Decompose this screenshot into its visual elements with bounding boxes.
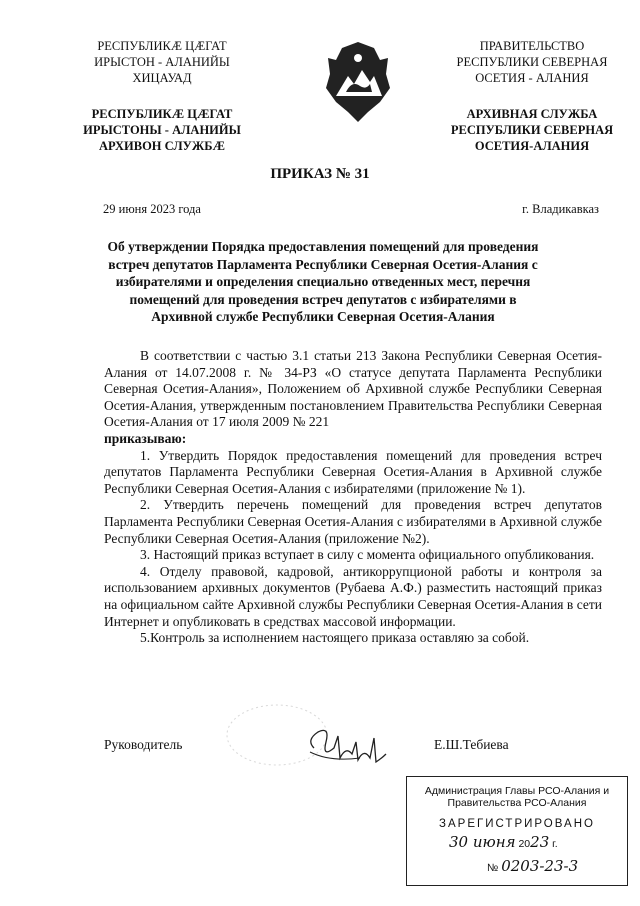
header-left-bold-line: ИРЫСТОНЫ - АЛАНИЙЫ bbox=[83, 123, 241, 137]
stamp-date: 30 июня bbox=[449, 833, 516, 851]
order-item: 3. Настоящий приказ вступает в силу с момента официального опубликования. bbox=[140, 547, 595, 563]
stamp-date-row bbox=[449, 833, 558, 851]
stamp-number: 0203-23-3 bbox=[501, 857, 579, 875]
heading-line: встреч депутатов Парламента Республики Северная Осетия-Алания с bbox=[108, 256, 538, 272]
stamp-title: ЗАРЕГИСТРИРОВАНО bbox=[439, 818, 595, 830]
header-left-line: РЕСПУБЛИКӔ ЦӔГАТ bbox=[97, 39, 227, 53]
stamp-line: Администрация Главы РСО-Алания и bbox=[424, 785, 610, 797]
heading-line: избирателями и определения специально отведенных мест, перечня bbox=[115, 274, 531, 289]
order-item: 4. Отделу правовой, кадровой, антикоррупционой работы и контроля за использованием архивных документов (Рубаева А.Ф.) разместить настоящий приказ на официальном сайте Архивной службы Республики Северная Осетия-Алания в сети Интернет и опубликовать в средствах массовой информации. bbox=[104, 563, 602, 629]
order-body bbox=[104, 348, 602, 647]
order-word bbox=[104, 431, 602, 448]
heading-line: Архивной службе Республики Северная Осетия-Алания bbox=[151, 309, 495, 324]
stamp-line: Правительства РСО-Алания bbox=[447, 797, 587, 809]
order-item: 5.Контроль за исполнением настоящего приказа оставляю за собой. bbox=[140, 630, 530, 646]
handwritten-signature bbox=[300, 718, 390, 778]
signature-name: Е.Ш.Тебиева bbox=[434, 737, 509, 752]
header-right-bold-line: АРХИВНАЯ СЛУЖБА bbox=[466, 107, 598, 121]
header-right-bold-line: ОСЕТИЯ-АЛАНИЯ bbox=[474, 139, 590, 153]
header-left-bold-line: РЕСПУБЛИКӔ ЦӔГАТ bbox=[91, 107, 233, 121]
stamp-year: 23 bbox=[530, 833, 550, 851]
order-word-text: приказываю: bbox=[104, 430, 187, 446]
header-left-line: ИРЫСТОН - АЛАНИЙЫ bbox=[94, 55, 230, 69]
registration-stamp bbox=[406, 776, 628, 886]
header-left-bold-line: АРХИВОН СЛУЖБӔ bbox=[99, 139, 225, 153]
preamble-paragraph: В соответствии с частью 3.1 статьи 213 Закона Республики Северная Осетия-Алания от 14.07.2008 г. № 34-РЗ «О статусе депутата Парламента Республики Северная Осетия-Алания», Положением об Архивной службе Республики Северная Осетия-Алания, утвержденным постановлением Правительства Республики Северная Осетия-Алания от 17 июля 2009 № 221 bbox=[104, 348, 602, 430]
order-heading bbox=[90, 238, 556, 326]
order-title: ПРИКАЗ № 31 bbox=[270, 166, 370, 182]
heading-line: Об утверждении Порядка предоставления помещений для проведения bbox=[107, 239, 539, 254]
header-left bbox=[62, 38, 262, 154]
stamp-number-row bbox=[487, 857, 578, 875]
header-right bbox=[432, 38, 632, 154]
header-right-line: ПРАВИТЕЛЬСТВО bbox=[479, 39, 585, 53]
order-item: 1. Утвердить Порядок предоставления помещений для проведения встреч депутатов Парламента Республики Северная Осетия-Алания в Архивной службе Республики Северная Осетия-Алания с избирателями (приложение № 1). bbox=[104, 447, 602, 496]
header-left-service bbox=[62, 106, 262, 154]
stamp-year-prefix: 20 bbox=[518, 838, 531, 850]
order-date: 29 июня 2023 года bbox=[103, 202, 201, 216]
order-item: 2. Утвердить перечень помещений для проведения встреч депутатов Парламента Республики Северная Осетия-Алания с избирателями в Архивной службе Республики Северная Осетия-Алания (приложение №2). bbox=[104, 497, 602, 546]
header-right-line: РЕСПУБЛИКИ СЕВЕРНАЯ bbox=[456, 55, 608, 69]
coat-of-arms-emblem bbox=[322, 40, 394, 124]
stamp-number-label: № bbox=[487, 862, 499, 874]
header-right-line: ОСЕТИЯ - АЛАНИЯ bbox=[475, 71, 589, 85]
header-left-line: ХИЦАУАД bbox=[132, 71, 192, 85]
signature-role: Руководитель bbox=[104, 737, 183, 752]
stamp-year-suffix: г. bbox=[552, 838, 558, 850]
header-right-service bbox=[432, 106, 632, 154]
order-city: г. Владикавказ bbox=[522, 202, 599, 216]
header-right-bold-line: РЕСПУБЛИКИ СЕВЕРНАЯ bbox=[450, 123, 614, 137]
heading-line: помещений для проведения встреч депутатов с избирателями в bbox=[129, 291, 517, 307]
